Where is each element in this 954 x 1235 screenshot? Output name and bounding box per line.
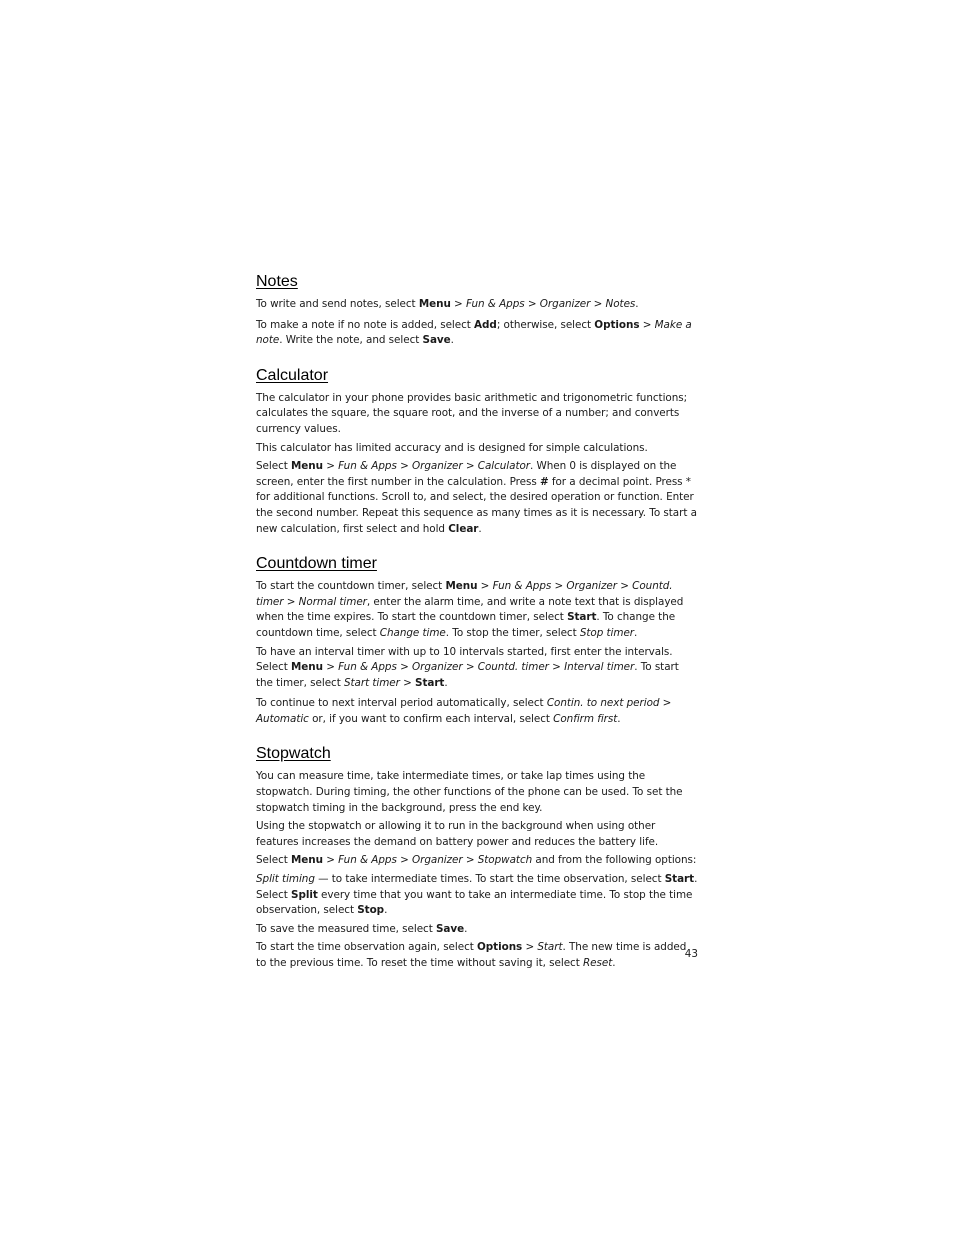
text-run: > (396, 854, 412, 867)
text-run: To start the countdown timer, select (256, 580, 446, 593)
bold-term: # (539, 475, 549, 488)
italic-term: Contin. to next period (546, 697, 660, 710)
italic-term: Change time (379, 626, 446, 639)
text-run: > (462, 661, 478, 674)
paragraph (256, 853, 698, 869)
text-run: > (450, 298, 466, 310)
page-content (256, 272, 698, 975)
italic-term: Interval timer (564, 661, 635, 674)
section-countdown-timer (256, 554, 698, 727)
section-heading: Notes (256, 273, 298, 290)
text-run: To start the time observation again, select (256, 941, 478, 954)
italic-term: Start (537, 941, 563, 954)
text-run: > (548, 661, 565, 674)
italic-term: Stopwatch (477, 854, 533, 867)
text-run: To continue to next interval period automatically, select (256, 697, 547, 710)
text-run: . To start the timer, select (256, 661, 679, 689)
italic-term: Fun & Apps (338, 460, 397, 473)
paragraph (256, 872, 698, 919)
text-run: The calculator in your phone provides basic arithmetic and trigonometric functions; calculates the square, the square root, and the inverse of a number; and converts currency values. (256, 391, 688, 435)
text-run: > (477, 580, 493, 593)
text-run: > (462, 854, 478, 867)
italic-term: Countd. timer (477, 661, 549, 674)
paragraph (256, 391, 698, 438)
bold-term: Stop (357, 904, 385, 917)
text-run: To save the measured time, select (256, 922, 436, 935)
section-notes (256, 272, 698, 349)
text-run: . Write the note, and select (279, 334, 423, 347)
italic-term: Fun & Apps (492, 580, 552, 593)
text-run: ; otherwise, select (496, 318, 595, 331)
text-run: > (522, 941, 538, 954)
italic-term: Notes (605, 298, 636, 310)
text-run: . (478, 522, 482, 535)
italic-term: Reset (583, 957, 613, 969)
italic-term: Fun & Apps (465, 298, 525, 310)
text-run: To have an interval timer with up to 10 intervals started, first enter the intervals. Select (256, 645, 673, 674)
bold-term: Start (664, 873, 695, 886)
italic-term: Automatic (256, 712, 309, 725)
text-run: — to take intermediate times. To start the time observation, select (314, 873, 665, 886)
bold-term: Add (474, 318, 497, 331)
text-run: > (639, 318, 655, 331)
paragraph (256, 696, 698, 727)
text-run: . (634, 626, 638, 639)
section-stopwatch (256, 744, 698, 971)
text-run: > (323, 460, 339, 473)
text-run: . (635, 298, 639, 310)
text-run: > (396, 661, 412, 674)
italic-term: Start timer (343, 676, 400, 689)
italic-term: Confirm first (553, 712, 618, 725)
page-number: 43 (684, 948, 698, 960)
text-run: > (616, 580, 633, 593)
text-run: > (462, 460, 478, 473)
paragraph (256, 922, 698, 938)
text-run: , enter the alarm time, and write a note text that is displayed when the time expires. To start the countdown timer, select (256, 595, 684, 624)
italic-term: Stop timer (579, 626, 635, 639)
section-calculator (256, 366, 698, 537)
bold-term: Menu (291, 460, 323, 473)
bold-term: Options (594, 318, 640, 331)
text-run: . (617, 712, 621, 725)
text-run: . To stop the timer, select (445, 626, 580, 639)
paragraph (256, 819, 698, 850)
text-run: To make a note if no note is added, select (256, 318, 475, 331)
bold-term: Clear (448, 522, 479, 535)
paragraph (256, 645, 698, 692)
text-run: Using the stopwatch or allowing it to run in the background when using other features increases the demand on battery power and reduces the battery life. (256, 820, 659, 848)
bold-term: Save (436, 922, 465, 935)
text-run: This calculator has limited accuracy and is designed for simple calculations. (256, 441, 648, 454)
text-run: and from the following options: (532, 854, 697, 867)
paragraph (256, 459, 698, 537)
text-run: . When 0 is displayed on the screen, enter the first number in the calculation. Press (256, 460, 677, 488)
paragraph (256, 940, 698, 971)
italic-term: Fun & Apps (338, 661, 397, 674)
text-run: > (524, 298, 540, 310)
text-run: . (384, 904, 388, 917)
bold-term: Options (477, 941, 523, 954)
bold-term: Menu (445, 580, 478, 593)
text-run: > (323, 661, 339, 674)
text-run: > (283, 595, 299, 608)
italic-term: Organizer (412, 854, 463, 867)
text-run: . (450, 334, 454, 347)
bold-term: Start (567, 611, 597, 624)
paragraph (256, 297, 698, 313)
bold-term: Menu (291, 661, 323, 674)
paragraph (256, 579, 698, 641)
italic-term: Organizer (412, 460, 463, 473)
text-run: for a decimal point. Press * for additional functions. Scroll to, and select, the desired operation or function. Enter the second number. Repeat this sequence as many times as it is necessary. To start a new calculation, first select and hold (256, 475, 697, 535)
section-heading: Calculator (256, 366, 329, 384)
text-run: You can measure time, take intermediate times, or take lap times using the stopwatch. During timing, the other functions of the phone can be used. To set the stopwatch timing in the background, press the end key. (256, 770, 683, 814)
text-run: Select (256, 460, 292, 473)
text-run: . Select (256, 873, 698, 901)
text-run: Select (256, 854, 292, 867)
italic-term: Make a note (256, 318, 692, 347)
text-run: . To change the countdown time, select (256, 611, 676, 639)
text-run: . (464, 922, 468, 935)
text-run: or, if you want to confirm each interval, select (308, 712, 554, 725)
section-heading: Stopwatch (256, 745, 331, 763)
text-run: > (551, 580, 567, 593)
text-run: every time that you want to take an intermediate time. To stop the time observation, select (256, 888, 693, 917)
italic-term: Calculator (477, 460, 530, 473)
italic-term: Split timing (256, 873, 315, 886)
text-run: To write and send notes, select (256, 298, 419, 310)
paragraph (256, 318, 698, 349)
text-run: > (659, 697, 672, 710)
italic-term: Normal timer (298, 595, 367, 608)
bold-term: Split (291, 888, 318, 901)
bold-term: Start (415, 676, 445, 689)
text-run: . (444, 676, 448, 689)
italic-term: Organizer (539, 298, 591, 310)
bold-term: Menu (418, 298, 451, 310)
italic-term: Organizer (412, 661, 463, 674)
text-run: > (323, 854, 339, 867)
text-run: > (399, 676, 416, 689)
bold-term: Menu (291, 854, 323, 867)
italic-term: Countd. timer (256, 580, 673, 608)
section-heading: Countdown timer (256, 555, 377, 573)
paragraph (256, 769, 698, 816)
bold-term: Save (422, 334, 451, 347)
italic-term: Fun & Apps (338, 854, 397, 867)
text-run: > (590, 298, 606, 310)
text-run: . The new time is added to the previous time. To reset the time without saving it, select (256, 941, 687, 969)
text-run: . (612, 957, 616, 969)
paragraph (256, 441, 698, 457)
italic-term: Organizer (566, 580, 617, 593)
text-run: > (396, 460, 412, 473)
